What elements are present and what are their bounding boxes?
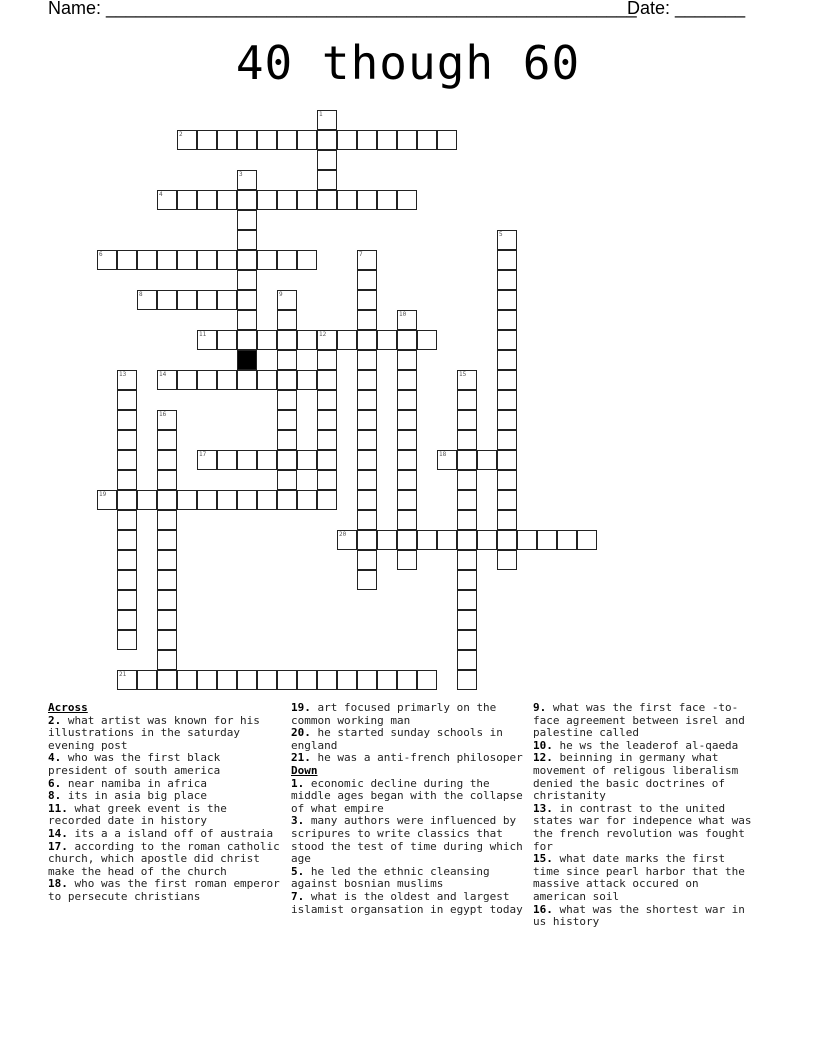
grid-cell[interactable] [217, 450, 237, 470]
grid-cell[interactable] [277, 470, 297, 490]
grid-cell[interactable] [177, 190, 197, 210]
grid-cell[interactable] [357, 670, 377, 690]
grid-cell[interactable] [317, 130, 337, 150]
grid-cell[interactable] [397, 670, 417, 690]
grid-cell[interactable] [577, 530, 597, 550]
grid-cell[interactable] [237, 290, 257, 310]
grid-cell[interactable] [337, 190, 357, 210]
grid-cell[interactable] [357, 470, 377, 490]
grid-cell[interactable] [277, 190, 297, 210]
across-clue-6: 6. near namiba in africa [48, 776, 207, 790]
grid-cell[interactable] [317, 170, 337, 190]
grid-cell[interactable] [317, 470, 337, 490]
across-clue-21: 21. he was a anti-french philosoper [291, 751, 523, 765]
grid-cell[interactable] [397, 530, 417, 550]
grid-cell[interactable] [157, 550, 177, 570]
grid-cell[interactable] [397, 550, 417, 570]
grid-cell[interactable] [217, 190, 237, 210]
grid-cell[interactable] [277, 430, 297, 450]
grid-cell[interactable] [337, 330, 357, 350]
down-clue-16: 16. what was the shortest war in us history [533, 902, 745, 929]
date-field[interactable]: Date: _______ [627, 0, 746, 18]
grid-cell[interactable] [157, 490, 177, 510]
grid-cell[interactable] [357, 570, 377, 590]
grid-cell[interactable] [397, 430, 417, 450]
grid-cell[interactable] [417, 130, 437, 150]
grid-cell[interactable] [277, 490, 297, 510]
grid-cell[interactable] [497, 330, 517, 350]
grid-cell[interactable] [517, 530, 537, 550]
clue-number: 11 [199, 331, 207, 338]
clue-number: 13 [119, 371, 127, 378]
grid-cell[interactable] [397, 450, 417, 470]
grid-cell[interactable] [397, 410, 417, 430]
across-clue-4: 4. who was the first black president of south america [48, 751, 221, 777]
clue-number: 14 [159, 371, 167, 378]
grid-cell[interactable] [417, 670, 437, 690]
grid-cell[interactable] [177, 490, 197, 510]
clue-number: 4 [159, 191, 163, 198]
grid-cell[interactable] [137, 250, 157, 270]
grid-cell[interactable] [237, 450, 257, 470]
grid-cell[interactable] [177, 290, 197, 310]
down-clue-1: 1. economic decline during the middle ages began with the collapse of what empire [291, 776, 523, 815]
grid-cell[interactable] [217, 490, 237, 510]
across-clue-18: 18. who was the first roman emperor to persecute christians [48, 877, 280, 903]
grid-cell[interactable] [257, 670, 277, 690]
grid-cell[interactable] [357, 350, 377, 370]
grid-cell[interactable] [357, 550, 377, 570]
grid-cell[interactable] [317, 490, 337, 510]
grid-cell[interactable] [117, 610, 137, 630]
grid-cell[interactable] [157, 590, 177, 610]
grid-cell[interactable] [297, 450, 317, 470]
grid-cell[interactable] [157, 630, 177, 650]
across-clue-11: 11. what greek event is the recorded date in history [48, 801, 227, 828]
grid-cell[interactable] [357, 310, 377, 330]
grid-cell[interactable] [177, 370, 197, 390]
grid-cell[interactable] [277, 410, 297, 430]
grid-cell[interactable] [137, 490, 157, 510]
grid-cell[interactable] [437, 130, 457, 150]
grid-cell[interactable] [497, 290, 517, 310]
clue-number: 10 [399, 311, 407, 318]
clues-column-1 [48, 702, 280, 904]
grid-cell[interactable] [397, 370, 417, 390]
clues-column-3 [533, 702, 755, 929]
grid-cell[interactable] [457, 610, 477, 630]
grid-cell[interactable] [117, 630, 137, 650]
grid-cell[interactable] [297, 370, 317, 390]
across-clue-17: 17. according to the roman catholic church, which apostle did christ make the head of the church [48, 839, 280, 878]
grid-cell[interactable] [457, 450, 477, 470]
grid-cell[interactable] [117, 430, 137, 450]
grid-cell[interactable] [197, 370, 217, 390]
grid-cell[interactable] [377, 330, 397, 350]
down-clue-13: 13. in contrast to the united states war for indepence what was the french revolution was fought for [533, 801, 752, 853]
grid-cell[interactable] [497, 470, 517, 490]
grid-cell[interactable] [157, 670, 177, 690]
grid-cell[interactable] [337, 670, 357, 690]
grid-cell[interactable] [297, 130, 317, 150]
grid-cell[interactable] [377, 670, 397, 690]
clue-number: 19 [99, 491, 107, 498]
grid-cell[interactable] [237, 370, 257, 390]
grid-cell[interactable] [117, 470, 137, 490]
grid-cell[interactable] [417, 330, 437, 350]
grid-cell[interactable] [317, 190, 337, 210]
grid-cell[interactable] [457, 590, 477, 610]
grid-cell[interactable] [237, 250, 257, 270]
grid-cell[interactable] [157, 530, 177, 550]
grid-cell[interactable] [457, 630, 477, 650]
grid-cell[interactable] [197, 490, 217, 510]
grid-cell[interactable] [197, 190, 217, 210]
grid-cell[interactable] [317, 150, 337, 170]
grid-cell[interactable] [117, 490, 137, 510]
grid-cell[interactable] [397, 330, 417, 350]
grid-cell[interactable] [397, 130, 417, 150]
grid-cell[interactable] [397, 470, 417, 490]
grid-cell[interactable] [297, 250, 317, 270]
grid-cell[interactable] [157, 570, 177, 590]
grid-cell[interactable] [357, 270, 377, 290]
clue-number: 20 [339, 531, 347, 538]
grid-cell[interactable] [317, 430, 337, 450]
grid-cell[interactable] [357, 530, 377, 550]
grid-cell[interactable] [377, 530, 397, 550]
grid-cell[interactable] [437, 530, 457, 550]
grid-cell[interactable] [497, 550, 517, 570]
grid-cell[interactable] [137, 670, 157, 690]
grid-cell[interactable] [277, 370, 297, 390]
across-clue-20: 20. he started sunday schools in england [291, 726, 503, 752]
across-clue-14: 14. its a a island off of austraia [48, 826, 274, 840]
grid-cell[interactable] [117, 390, 137, 410]
grid-cell[interactable] [257, 130, 277, 150]
grid-cell[interactable] [217, 290, 237, 310]
grid-cell[interactable] [197, 250, 217, 270]
grid-cell[interactable] [157, 450, 177, 470]
across-clue-2: 2. what artist was known for his illustrations in the saturday evening post [48, 713, 260, 752]
grid-cell[interactable] [217, 670, 237, 690]
grid-cell[interactable] [457, 650, 477, 670]
grid-cell[interactable] [257, 370, 277, 390]
grid-cell[interactable] [277, 350, 297, 370]
grid-cell[interactable] [257, 490, 277, 510]
grid-cell[interactable] [217, 370, 237, 390]
clue-number: 1 [319, 111, 323, 118]
grid-cell[interactable] [457, 410, 477, 430]
across-clue-8: 8. its in asia big place [48, 789, 207, 803]
grid-cell[interactable] [557, 530, 577, 550]
grid-cell[interactable] [497, 310, 517, 330]
across-clue-19: 19. art focused primarly on the common working man [291, 701, 497, 727]
clue-number: 7 [359, 251, 363, 258]
grid-cell[interactable] [357, 290, 377, 310]
grid-cell[interactable] [157, 290, 177, 310]
grid-cell[interactable] [457, 530, 477, 550]
down-clue-9: 9. what was the first face -to-face agreement between isrel and palestine called [533, 701, 745, 740]
grid-cell[interactable] [237, 270, 257, 290]
grid-cell[interactable] [197, 130, 217, 150]
grid-cell[interactable] [237, 310, 257, 330]
grid-cell[interactable] [237, 210, 257, 230]
grid-cell[interactable] [177, 250, 197, 270]
grid-cell[interactable] [237, 490, 257, 510]
grid-cell[interactable] [397, 350, 417, 370]
grid-cell[interactable] [497, 430, 517, 450]
clue-number: 16 [159, 411, 167, 418]
clue-number: 18 [439, 451, 447, 458]
grid-cell[interactable] [277, 250, 297, 270]
black-cell [237, 350, 257, 370]
grid-cell[interactable] [357, 330, 377, 350]
grid-cell[interactable] [237, 670, 257, 690]
grid-cell[interactable] [157, 430, 177, 450]
grid-cell[interactable] [237, 230, 257, 250]
grid-cell[interactable] [117, 510, 137, 530]
grid-cell[interactable] [277, 330, 297, 350]
grid-cell[interactable] [497, 530, 517, 550]
grid-cell[interactable] [497, 510, 517, 530]
grid-cell[interactable] [357, 410, 377, 430]
grid-cell[interactable] [317, 410, 337, 430]
down-heading: Down [291, 763, 318, 777]
grid-cell[interactable] [277, 130, 297, 150]
grid-cell[interactable] [357, 430, 377, 450]
grid-cell[interactable] [457, 550, 477, 570]
grid-cell[interactable] [537, 530, 557, 550]
grid-cell[interactable] [277, 310, 297, 330]
clue-number: 17 [199, 451, 207, 458]
down-clue-12: 12. beinning in germany what movement of religous liberalism denied the basic doctrines of christanity [533, 751, 739, 803]
grid-cell[interactable] [297, 490, 317, 510]
grid-cell[interactable] [357, 370, 377, 390]
grid-cell[interactable] [237, 130, 257, 150]
clue-number: 12 [319, 331, 327, 338]
clue-number: 8 [139, 291, 143, 298]
grid-cell[interactable] [497, 490, 517, 510]
clue-number: 3 [239, 171, 243, 178]
grid-cell[interactable] [357, 450, 377, 470]
grid-cell[interactable] [397, 490, 417, 510]
grid-cell[interactable] [237, 330, 257, 350]
grid-cell[interactable] [497, 370, 517, 390]
name-field[interactable]: Name: _____________________________________________________ [48, 0, 637, 18]
grid-cell[interactable] [497, 270, 517, 290]
grid-cell[interactable] [457, 510, 477, 530]
grid-cell[interactable] [257, 330, 277, 350]
grid-cell[interactable] [117, 530, 137, 550]
clue-number: 5 [499, 231, 503, 238]
grid-cell[interactable] [497, 250, 517, 270]
grid-cell[interactable] [177, 670, 197, 690]
grid-cell[interactable] [157, 650, 177, 670]
clue-number: 15 [459, 371, 467, 378]
grid-cell[interactable] [317, 370, 337, 390]
grid-cell[interactable] [157, 510, 177, 530]
grid-cell[interactable] [497, 450, 517, 470]
clue-number: 21 [119, 671, 127, 678]
grid-cell[interactable] [337, 130, 357, 150]
grid-cell[interactable] [117, 450, 137, 470]
grid-cell[interactable] [477, 450, 497, 470]
grid-cell[interactable] [117, 250, 137, 270]
grid-cell[interactable] [157, 610, 177, 630]
grid-cell[interactable] [257, 250, 277, 270]
grid-cell[interactable] [397, 390, 417, 410]
grid-cell[interactable] [357, 490, 377, 510]
grid-cell[interactable] [157, 470, 177, 490]
grid-cell[interactable] [377, 130, 397, 150]
grid-cell[interactable] [317, 670, 337, 690]
clue-number: 2 [179, 131, 183, 138]
grid-cell[interactable] [377, 190, 397, 210]
grid-cell[interactable] [397, 510, 417, 530]
clue-number: 9 [279, 291, 283, 298]
grid-cell[interactable] [317, 390, 337, 410]
grid-cell[interactable] [457, 390, 477, 410]
grid-cell[interactable] [497, 410, 517, 430]
grid-cell[interactable] [357, 190, 377, 210]
grid-cell[interactable] [277, 670, 297, 690]
grid-cell[interactable] [117, 570, 137, 590]
grid-cell[interactable] [397, 190, 417, 210]
grid-cell[interactable] [497, 350, 517, 370]
grid-cell[interactable] [117, 590, 137, 610]
down-clue-3: 3. many authors were influenced by scripures to write classics that stood the test of time during which age [291, 814, 523, 866]
grid-cell[interactable] [497, 390, 517, 410]
across-heading: Across [48, 701, 88, 714]
grid-cell[interactable] [257, 450, 277, 470]
grid-cell[interactable] [237, 190, 257, 210]
grid-cell[interactable] [457, 470, 477, 490]
grid-cell[interactable] [217, 130, 237, 150]
grid-cell[interactable] [217, 250, 237, 270]
grid-cell[interactable] [157, 250, 177, 270]
grid-cell[interactable] [197, 670, 217, 690]
grid-cell[interactable] [277, 390, 297, 410]
grid-cell[interactable] [297, 190, 317, 210]
grid-cell[interactable] [357, 510, 377, 530]
grid-cell[interactable] [297, 330, 317, 350]
grid-cell[interactable] [317, 450, 337, 470]
clues-column-2 [291, 702, 523, 916]
grid-cell[interactable] [317, 350, 337, 370]
grid-cell[interactable] [117, 550, 137, 570]
grid-cell[interactable] [417, 530, 437, 550]
down-clue-7: 7. what is the oldest and largest islamist organsation in egypt today [291, 889, 523, 916]
grid-cell[interactable] [457, 670, 477, 690]
grid-cell[interactable] [457, 570, 477, 590]
down-clue-15: 15. what date marks the first time since pearl harbor that the massive attack occured on american soil [533, 852, 745, 903]
grid-cell[interactable] [197, 290, 217, 310]
grid-cell[interactable] [457, 430, 477, 450]
clue-number: 6 [99, 251, 103, 258]
grid-cell[interactable] [297, 670, 317, 690]
grid-cell[interactable] [357, 130, 377, 150]
grid-cell[interactable] [277, 450, 297, 470]
grid-cell[interactable] [357, 390, 377, 410]
grid-cell[interactable] [477, 530, 497, 550]
grid-cell[interactable] [457, 490, 477, 510]
down-clue-5: 5. he led the ethnic cleansing against bosnian muslims [291, 864, 490, 891]
grid-cell[interactable] [217, 330, 237, 350]
puzzle-title: 40 though 60 [235, 36, 581, 90]
grid-cell[interactable] [257, 190, 277, 210]
down-clue-10: 10. he ws the leaderof al-qaeda [533, 738, 739, 752]
grid-cell[interactable] [117, 410, 137, 430]
